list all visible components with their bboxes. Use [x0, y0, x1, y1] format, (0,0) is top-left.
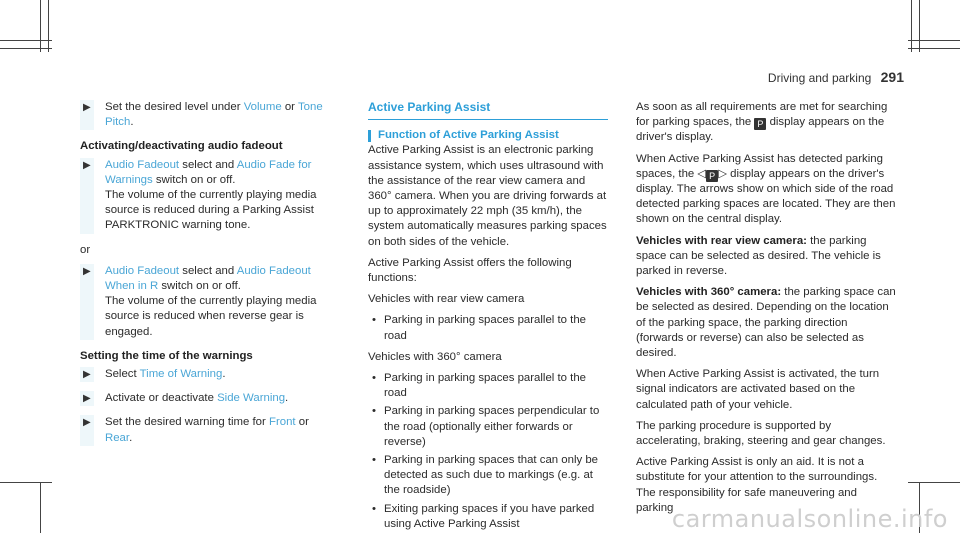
paragraph: When Active Parking Assist has detected parking spaces, the ◁ P ▷ display appears on the driver's display. The arrows show on which side of the road detected parking spaces are located. They are then shown on the central display.	[636, 152, 896, 226]
paragraph: Active Parking Assist is only an aid. It is not a substitute for your attention to the surroundings. The responsibility for safe maneuvering and parking	[636, 456, 878, 514]
step-arrow-icon: ▶	[83, 102, 91, 113]
crop-mark	[0, 48, 52, 49]
list-item: • Exiting parking spaces if you have parked using Active Parking Assist	[368, 502, 608, 532]
menu-volume[interactable]: Volume	[243, 101, 282, 113]
paragraph: As soon as all requirements are met for searching for parking spaces, the P display appears on the driver's display.	[636, 101, 888, 144]
menu-when-in-r[interactable]: When in R	[105, 280, 159, 293]
list-360-camera	[368, 371, 608, 532]
menu-audio-fade-for[interactable]: Audio Fade for	[236, 158, 312, 171]
step-arrow-icon: ▶	[83, 417, 91, 429]
step-set-level: ▶ Set the desired level under Volume or Tone Pitch.	[80, 100, 342, 130]
step-description: The volume of the currently playing media source is reduced during a Parking Assist PARKTRONIC warning tone.	[105, 189, 317, 232]
menu-audio-fadeout[interactable]: Audio Fadeout	[105, 264, 180, 277]
arrow-left-icon: ◁	[697, 167, 707, 180]
crop-mark	[0, 482, 52, 483]
crop-mark	[0, 40, 52, 41]
menu-audio-fadeout-2[interactable]: Audio Fadeout	[236, 264, 311, 277]
step-time-of-warning: ▶ Select Time of Warning.	[80, 367, 342, 382]
list-item: • Parking in parking spaces perpendicular to the road (optionally either forwards or reverse)	[368, 404, 608, 450]
list-item: • Parking in parking spaces parallel to the road	[368, 371, 608, 401]
menu-audio-fadeout[interactable]: Audio Fadeout	[105, 158, 180, 171]
menu-warnings[interactable]: Warnings	[105, 173, 153, 186]
page-number: 291	[880, 69, 904, 85]
parking-icon: P	[706, 170, 718, 182]
or-text: or	[80, 243, 91, 256]
step-arrow-icon: ▶	[83, 393, 91, 405]
paragraph: Active Parking Assist offers the following functions:	[368, 256, 572, 285]
column-1	[80, 100, 342, 455]
arrow-right-icon: ▷	[718, 167, 727, 180]
crop-mark	[919, 0, 920, 52]
step-audio-fade-warnings: ▶ Audio Fadeout select and Audio Fade for Warnings switch on or off. The volume of the currently playing media source is reduced during a Parking Assist PARKTRONIC warning tone.	[80, 158, 342, 234]
heading-activating: Activating/deactivating audio fadeout	[80, 140, 283, 153]
crop-mark	[40, 482, 41, 533]
menu-pitch[interactable]: Pitch	[105, 116, 131, 129]
subsection-title: Function of Active Parking Assist	[368, 128, 608, 143]
section-name: Driving and parking	[767, 71, 872, 85]
heading-setting-time: Setting the time of the warnings	[80, 349, 253, 362]
step-side-warning: ▶ Activate or deactivate Side Warning.	[80, 391, 342, 406]
step-arrow-icon: ▶	[83, 159, 91, 171]
step-arrow-icon: ▶	[83, 265, 91, 277]
column-3	[636, 100, 896, 522]
menu-side-warning[interactable]: Side Warning	[217, 392, 286, 405]
parking-icon: P	[754, 118, 766, 130]
column-2	[368, 100, 608, 538]
step-arrow-icon: ▶	[83, 369, 91, 381]
crop-mark	[908, 40, 960, 41]
crop-mark	[48, 0, 49, 52]
section-title: Active Parking Assist	[368, 100, 608, 120]
paragraph: Vehicles with 360° camera	[368, 350, 502, 363]
menu-front[interactable]: Front	[268, 416, 296, 429]
page-header	[768, 70, 904, 86]
paragraph: Vehicles with rear view camera: the parking space can be selected as desired. The vehicle is parked in reverse.	[636, 234, 881, 278]
menu-rear[interactable]: Rear	[105, 431, 130, 444]
step-description: The volume of the currently playing media source is reduced when reverse gear is engaged.	[105, 295, 317, 338]
paragraph: Active Parking Assist is an electronic parking assistance system, which uses ultrasound with the assistance of the rear view camera and 360° camera. When you are driving forwards at up to approximately 22 mph (35 km/h), the system automatically measures parking spaces on both sides of the vehicle.	[368, 144, 607, 248]
step-warning-time: ▶ Set the desired warning time for Front or Rear.	[80, 415, 342, 445]
step-audio-fade-r: ▶ Audio Fadeout select and Audio Fadeout When in R switch on or off. The volume of the currently playing media source is reduced when reverse gear is engaged.	[80, 264, 342, 340]
paragraph: Vehicles with 360° camera: the parking space can be selected as desired. Depending on the location of the parking space, the parking direction (forwards or reverse) can also be selected as desired.	[636, 286, 896, 360]
paragraph: The parking procedure is supported by accelerating, braking, steering and gear changes.	[636, 419, 886, 448]
crop-mark	[911, 0, 912, 52]
menu-time-of-warning[interactable]: Time of Warning	[139, 368, 223, 381]
paragraph: Vehicles with rear view camera	[368, 293, 525, 306]
crop-mark	[40, 0, 41, 52]
list-item: • Parking in parking spaces parallel to the road	[368, 313, 608, 343]
watermark: carmanualsonline.info	[671, 504, 948, 533]
menu-tone[interactable]: Tone	[297, 101, 323, 113]
paragraph: When Active Parking Assist is activated, the turn signal indicators are activated based on the calculated path of your vehicle.	[636, 368, 880, 411]
crop-mark	[908, 48, 960, 49]
list-item: • Parking in parking spaces that can only be detected as such due to markings (e.g. at the roadside)	[368, 453, 608, 499]
list-rear-camera	[368, 313, 608, 343]
crop-mark	[908, 482, 960, 483]
